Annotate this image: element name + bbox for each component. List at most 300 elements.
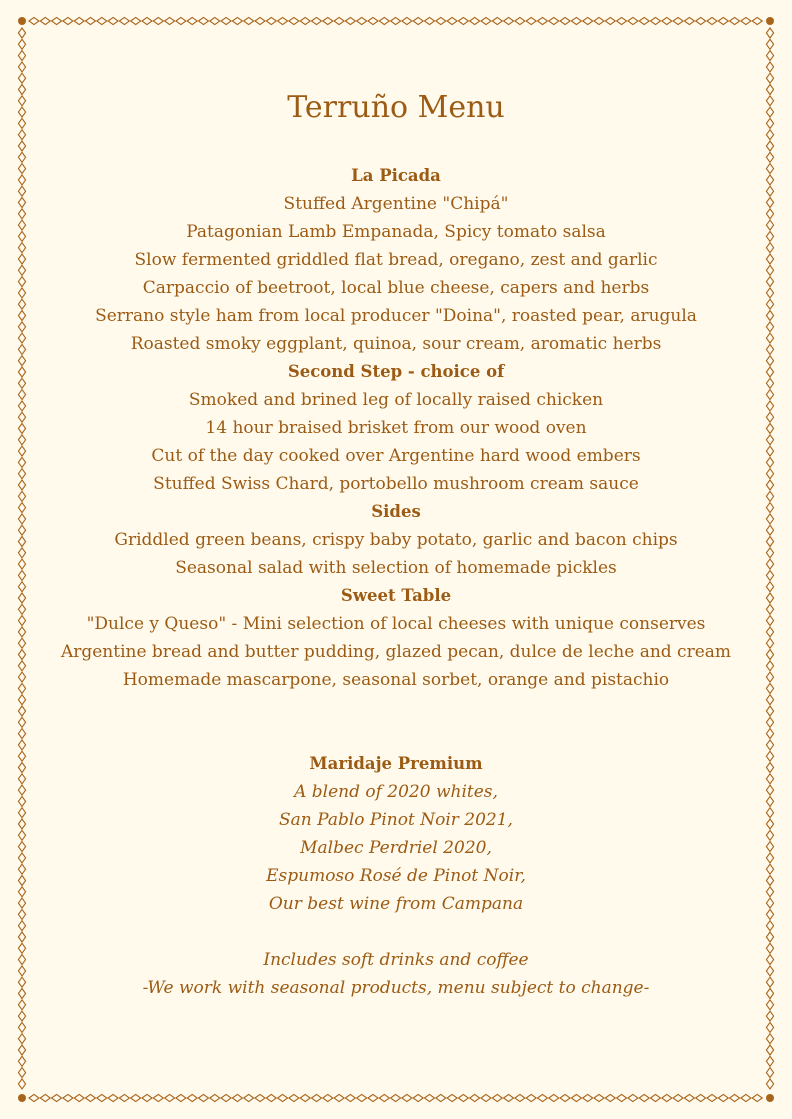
border-diamond-icon [766, 265, 773, 275]
border-diamond-icon [18, 311, 25, 321]
border-diamond-icon [766, 650, 773, 660]
border-diamond-icon [18, 243, 25, 253]
border-diamond-icon [718, 1094, 728, 1101]
section-heading: Sweet Table [340, 586, 452, 605]
border-diamond-icon [18, 435, 25, 445]
border-diamond-icon [379, 17, 389, 24]
border-diamond-icon [766, 921, 773, 931]
menu-item: Homemade mascarpone, seasonal sorbet, orange and pistachio [122, 670, 670, 690]
border-diamond-icon [52, 17, 62, 24]
border-diamond-icon [766, 1011, 773, 1021]
border-diamond-icon [766, 909, 773, 919]
border-diamond-icon [560, 1094, 570, 1101]
border-diamond-icon [766, 118, 773, 128]
border-diamond-icon [436, 17, 446, 24]
border-diamond-icon [368, 17, 378, 24]
border-diamond-icon [18, 480, 25, 490]
border-diamond-icon [766, 39, 773, 49]
border-diamond-icon [18, 107, 25, 117]
border-diamond-icon [766, 819, 773, 829]
border-diamond-icon [766, 898, 773, 908]
border-diamond-icon [18, 1011, 25, 1021]
border-diamond-icon [447, 1094, 457, 1101]
border-diamond-icon [165, 1094, 175, 1101]
border-diamond-icon [312, 1094, 322, 1101]
border-diamond-icon [766, 525, 773, 535]
border-diamond-icon [153, 1094, 163, 1101]
border-diamond-icon [289, 1094, 299, 1101]
border-diamond-icon [18, 288, 25, 298]
border-diamond-icon [515, 17, 525, 24]
border-diamond-icon [18, 672, 25, 682]
menu-item: Cut of the day cooked over Argentine hard wood embers [151, 446, 641, 466]
border-diamond-icon [18, 457, 25, 467]
border-diamond-icon [278, 17, 288, 24]
border-diamond-icon [766, 480, 773, 490]
section-sweet-table [60, 582, 732, 694]
border-diamond-icon [18, 1056, 25, 1066]
border-diamond-icon [766, 932, 773, 942]
border-diamond-icon [289, 17, 299, 24]
border-corner-dot-icon [18, 1094, 26, 1102]
border-diamond-icon [40, 1094, 50, 1101]
wine-item: Our best wine from Campana [268, 894, 524, 914]
wine-item: Malbec Perdriel 2020, [300, 838, 492, 858]
border-diamond-icon [131, 1094, 141, 1101]
menu-item: Slow fermented griddled flat bread, oregano, zest and garlic [134, 250, 658, 270]
border-diamond-icon [18, 1045, 25, 1055]
wine-item: Espumoso Rosé de Pinot Noir, [266, 866, 526, 886]
border-diamond-icon [18, 1022, 25, 1032]
border-diamond-icon [766, 570, 773, 580]
border-diamond-icon [752, 17, 762, 24]
border-diamond-icon [766, 424, 773, 434]
border-diamond-icon [538, 1094, 548, 1101]
border-diamond-icon [18, 412, 25, 422]
border-diamond-icon [526, 17, 536, 24]
border-diamond-icon [255, 17, 265, 24]
border-diamond-icon [74, 17, 84, 24]
menu-item: Smoked and brined leg of locally raised chicken [188, 390, 604, 410]
border-diamond-icon [221, 1094, 231, 1101]
border-diamond-icon [18, 909, 25, 919]
border-diamond-icon [766, 582, 773, 592]
border-diamond-icon [63, 1094, 73, 1101]
border-diamond-icon [176, 1094, 186, 1101]
border-diamond-icon [766, 469, 773, 479]
pairing-heading: Maridaje Premium [309, 754, 483, 773]
border-diamond-icon [18, 424, 25, 434]
border-diamond-icon [97, 17, 107, 24]
border-diamond-icon [766, 1022, 773, 1032]
border-diamond-icon [766, 559, 773, 569]
border-diamond-icon [549, 1094, 559, 1101]
border-diamond-icon [18, 469, 25, 479]
border-diamond-icon [18, 627, 25, 637]
border-diamond-icon [368, 1094, 378, 1101]
border-diamond-icon [18, 582, 25, 592]
border-corner-dot-icon [766, 1094, 774, 1102]
section-sides [60, 498, 732, 582]
menu-item: Patagonian Lamb Empanada, Spicy tomato salsa [186, 222, 606, 242]
border-diamond-icon [18, 932, 25, 942]
border-diamond-icon [766, 808, 773, 818]
border-diamond-icon [766, 1079, 773, 1089]
note-line: -We work with seasonal products, menu subject to change- [142, 978, 650, 998]
border-diamond-icon [18, 141, 25, 151]
border-diamond-icon [583, 17, 593, 24]
border-diamond-icon [766, 378, 773, 388]
border-diamond-icon [176, 17, 186, 24]
border-diamond-icon [766, 367, 773, 377]
border-diamond-icon [766, 672, 773, 682]
border-diamond-icon [538, 17, 548, 24]
border-diamond-icon [481, 17, 491, 24]
border-diamond-icon [18, 401, 25, 411]
border-diamond-icon [86, 17, 96, 24]
border-diamond-icon [18, 695, 25, 705]
border-diamond-icon [766, 514, 773, 524]
border-diamond-icon [766, 175, 773, 185]
border-diamond-icon [357, 1094, 367, 1101]
border-diamond-icon [18, 525, 25, 535]
border-diamond-icon [402, 17, 412, 24]
border-diamond-icon [425, 17, 435, 24]
border-corner-dot-icon [18, 17, 26, 25]
border-diamond-icon [766, 1000, 773, 1010]
border-diamond-icon [766, 243, 773, 253]
border-diamond-icon [766, 62, 773, 72]
border-diamond-icon [244, 17, 254, 24]
border-diamond-icon [210, 17, 220, 24]
border-diamond-icon [18, 152, 25, 162]
border-diamond-icon [766, 774, 773, 784]
border-diamond-icon [18, 491, 25, 501]
border-diamond-icon [741, 17, 751, 24]
border-diamond-icon [766, 864, 773, 874]
border-diamond-icon [766, 717, 773, 727]
border-diamond-icon [766, 85, 773, 95]
border-diamond-icon [766, 887, 773, 897]
border-diamond-icon [707, 1094, 717, 1101]
menu-item: "Dulce y Queso" - Mini selection of local cheeses with unique conserves [86, 614, 706, 634]
border-diamond-icon [391, 1094, 401, 1101]
border-diamond-icon [18, 446, 25, 456]
border-diamond-icon [18, 356, 25, 366]
border-diamond-icon [18, 299, 25, 309]
border-diamond-icon [18, 864, 25, 874]
border-diamond-icon [18, 1000, 25, 1010]
border-diamond-icon [97, 1094, 107, 1101]
border-diamond-icon [766, 627, 773, 637]
border-diamond-icon [18, 729, 25, 739]
border-diamond-icon [18, 277, 25, 287]
border-diamond-icon [730, 17, 740, 24]
border-diamond-icon [18, 898, 25, 908]
border-diamond-icon [766, 830, 773, 840]
border-diamond-icon [651, 1094, 661, 1101]
border-diamond-icon [766, 73, 773, 83]
border-diamond-icon [18, 830, 25, 840]
border-diamond-icon [628, 17, 638, 24]
border-diamond-icon [766, 401, 773, 411]
border-diamond-icon [766, 141, 773, 151]
border-diamond-icon [766, 311, 773, 321]
border-diamond-icon [255, 1094, 265, 1101]
border-diamond-icon [18, 1068, 25, 1078]
border-diamond-icon [187, 17, 197, 24]
border-diamond-icon [18, 1034, 25, 1044]
border-diamond-icon [18, 51, 25, 61]
border-diamond-icon [18, 808, 25, 818]
border-diamond-icon [617, 17, 627, 24]
border-diamond-icon [766, 1056, 773, 1066]
border-diamond-icon [766, 288, 773, 298]
menu-item: Seasonal salad with selection of homemade pickles [175, 558, 617, 578]
border-diamond-icon [766, 604, 773, 614]
border-diamond-icon [18, 85, 25, 95]
border-diamond-icon [18, 164, 25, 174]
border-diamond-icon [18, 717, 25, 727]
border-diamond-icon [766, 977, 773, 987]
border-diamond-icon [18, 706, 25, 716]
border-diamond-icon [18, 62, 25, 72]
border-diamond-icon [29, 17, 39, 24]
border-diamond-icon [18, 209, 25, 219]
border-diamond-icon [18, 955, 25, 965]
border-diamond-icon [741, 1094, 751, 1101]
border-diamond-icon [766, 299, 773, 309]
border-diamond-icon [18, 751, 25, 761]
border-diamond-icon [18, 977, 25, 987]
menu-item: Carpaccio of beetroot, local blue cheese, capers and herbs [142, 278, 650, 298]
border-diamond-icon [391, 17, 401, 24]
border-diamond-icon [766, 446, 773, 456]
border-diamond-icon [18, 604, 25, 614]
border-diamond-icon [18, 683, 25, 693]
border-diamond-icon [119, 17, 129, 24]
border-diamond-icon [29, 1094, 39, 1101]
border-diamond-icon [323, 1094, 333, 1101]
border-diamond-icon [766, 955, 773, 965]
section-heading: La Picada [351, 166, 441, 185]
border-diamond-icon [526, 1094, 536, 1101]
border-diamond-icon [470, 1094, 480, 1101]
border-diamond-icon [18, 186, 25, 196]
border-diamond-icon [766, 130, 773, 140]
border-diamond-icon [504, 17, 514, 24]
border-diamond-icon [766, 322, 773, 332]
border-diamond-icon [766, 638, 773, 648]
border-diamond-icon [583, 1094, 593, 1101]
border-diamond-icon [18, 198, 25, 208]
section-heading: Second Step - choice of [287, 362, 505, 381]
border-diamond-icon [18, 853, 25, 863]
border-diamond-icon [549, 17, 559, 24]
border-diamond-icon [639, 1094, 649, 1101]
border-diamond-icon [766, 186, 773, 196]
border-diamond-icon [86, 1094, 96, 1101]
border-diamond-icon [357, 17, 367, 24]
border-diamond-icon [18, 638, 25, 648]
border-diamond-icon [18, 921, 25, 931]
border-diamond-icon [18, 887, 25, 897]
border-diamond-icon [560, 17, 570, 24]
border-diamond-icon [766, 842, 773, 852]
border-diamond-icon [18, 570, 25, 580]
border-diamond-icon [379, 1094, 389, 1101]
border-diamond-icon [108, 1094, 118, 1101]
border-diamond-icon [142, 17, 152, 24]
border-diamond-icon [187, 1094, 197, 1101]
border-diamond-icon [18, 254, 25, 264]
border-diamond-icon [18, 96, 25, 106]
border-diamond-icon [18, 39, 25, 49]
border-diamond-icon [413, 1094, 423, 1101]
border-diamond-icon [18, 503, 25, 513]
border-diamond-icon [766, 333, 773, 343]
border-diamond-icon [766, 853, 773, 863]
border-diamond-icon [18, 740, 25, 750]
border-diamond-icon [18, 819, 25, 829]
border-diamond-icon [266, 17, 276, 24]
border-diamond-icon [18, 616, 25, 626]
border-diamond-icon [18, 763, 25, 773]
border-diamond-icon [18, 367, 25, 377]
menu-item: 14 hour braised brisket from our wood oven [205, 418, 587, 438]
border-diamond-icon [312, 17, 322, 24]
wine-pairing [60, 750, 732, 918]
border-diamond-icon [266, 1094, 276, 1101]
border-diamond-icon [18, 661, 25, 671]
border-diamond-icon [766, 1034, 773, 1044]
section-la-picada [60, 162, 732, 358]
border-diamond-icon [492, 1094, 502, 1101]
border-diamond-icon [40, 17, 50, 24]
border-diamond-icon [18, 118, 25, 128]
border-diamond-icon [766, 616, 773, 626]
border-diamond-icon [766, 683, 773, 693]
border-diamond-icon [617, 1094, 627, 1101]
border-diamond-icon [766, 198, 773, 208]
menu-title: Terruño Menu [287, 90, 505, 125]
border-diamond-icon [18, 514, 25, 524]
border-diamond-icon [766, 876, 773, 886]
border-diamond-icon [18, 559, 25, 569]
border-diamond-icon [18, 322, 25, 332]
border-diamond-icon [18, 876, 25, 886]
border-diamond-icon [766, 107, 773, 117]
border-diamond-icon [18, 774, 25, 784]
border-diamond-icon [232, 17, 242, 24]
border-diamond-icon [131, 17, 141, 24]
border-diamond-icon [684, 17, 694, 24]
menu-item: Griddled green beans, crispy baby potato, garlic and bacon chips [114, 530, 678, 550]
border-diamond-icon [436, 1094, 446, 1101]
section-heading: Sides [371, 502, 421, 521]
border-diamond-icon [515, 1094, 525, 1101]
border-diamond-icon [18, 333, 25, 343]
border-diamond-icon [165, 17, 175, 24]
border-diamond-icon [18, 842, 25, 852]
border-diamond-icon [345, 17, 355, 24]
border-diamond-icon [18, 265, 25, 275]
border-diamond-icon [718, 17, 728, 24]
border-diamond-icon [18, 28, 25, 38]
border-diamond-icon [628, 1094, 638, 1101]
border-diamond-icon [766, 152, 773, 162]
border-diamond-icon [18, 130, 25, 140]
border-diamond-icon [119, 1094, 129, 1101]
border-diamond-icon [458, 1094, 468, 1101]
border-diamond-icon [605, 17, 615, 24]
border-diamond-icon [766, 503, 773, 513]
border-diamond-icon [18, 344, 25, 354]
border-diamond-icon [425, 1094, 435, 1101]
border-diamond-icon [18, 966, 25, 976]
border-diamond-icon [766, 1068, 773, 1078]
border-diamond-icon [673, 1094, 683, 1101]
border-diamond-icon [766, 51, 773, 61]
border-diamond-icon [18, 378, 25, 388]
border-diamond-icon [210, 1094, 220, 1101]
border-diamond-icon [766, 943, 773, 953]
border-diamond-icon [766, 537, 773, 547]
border-diamond-icon [334, 1094, 344, 1101]
border-diamond-icon [766, 548, 773, 558]
border-diamond-icon [766, 231, 773, 241]
border-diamond-icon [571, 17, 581, 24]
border-diamond-icon [18, 796, 25, 806]
border-diamond-icon [766, 435, 773, 445]
border-diamond-icon [63, 17, 73, 24]
border-diamond-icon [413, 17, 423, 24]
border-diamond-icon [323, 17, 333, 24]
border-diamond-icon [199, 17, 209, 24]
border-diamond-icon [766, 661, 773, 671]
border-diamond-icon [18, 989, 25, 999]
border-diamond-icon [766, 412, 773, 422]
border-diamond-icon [766, 763, 773, 773]
border-diamond-icon [766, 989, 773, 999]
border-diamond-icon [766, 706, 773, 716]
border-diamond-icon [18, 220, 25, 230]
menu-item: Argentine bread and butter pudding, glazed pecan, dulce de leche and cream [60, 642, 732, 662]
wine-item: A blend of 2020 whites, [294, 782, 498, 802]
wine-item: San Pablo Pinot Noir 2021, [279, 810, 513, 830]
border-diamond-icon [470, 17, 480, 24]
border-diamond-icon [571, 1094, 581, 1101]
border-diamond-icon [108, 17, 118, 24]
border-diamond-icon [594, 17, 604, 24]
border-corner-dot-icon [766, 17, 774, 25]
border-diamond-icon [730, 1094, 740, 1101]
border-diamond-icon [345, 1094, 355, 1101]
border-diamond-icon [18, 548, 25, 558]
border-diamond-icon [766, 277, 773, 287]
border-diamond-icon [766, 785, 773, 795]
border-diamond-icon [766, 164, 773, 174]
note-line: Includes soft drinks and coffee [263, 950, 529, 970]
menu-item: Serrano style ham from local producer "Doina", roasted pear, arugula [95, 306, 697, 326]
border-diamond-icon [766, 344, 773, 354]
border-diamond-icon [766, 457, 773, 467]
border-diamond-icon [766, 695, 773, 705]
border-diamond-icon [639, 17, 649, 24]
border-diamond-icon [766, 356, 773, 366]
border-diamond-icon [18, 390, 25, 400]
border-diamond-icon [244, 1094, 254, 1101]
